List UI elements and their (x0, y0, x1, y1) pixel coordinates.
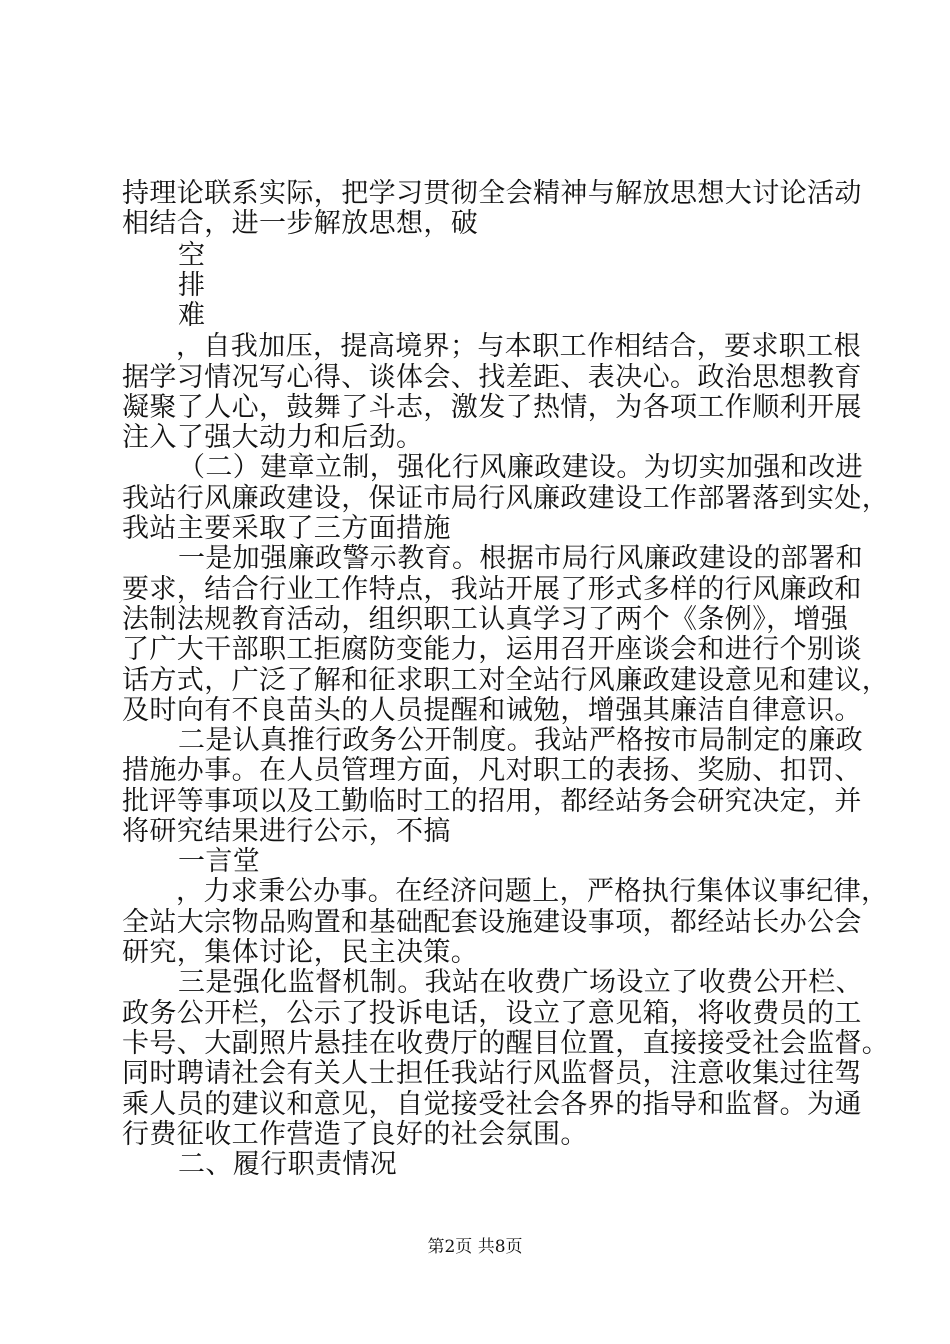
text-line: 要求，结合行业工作特点，我站开展了形式多样的行风廉政和 (122, 574, 862, 605)
page-number-footer: 第2页 共8页 (427, 1237, 523, 1257)
text-line: 一是加强廉政警示教育。根据市局行风廉政建设的部署和 (178, 543, 863, 574)
text-line: 措施办事。在人员管理方面，凡对职工的表扬、奖励、扣罚、 (122, 755, 862, 786)
text-line: 据学习情况写心得、谈体会、找差距、表决心。政治思想教育 (122, 362, 862, 393)
text-line: 行费征收工作营造了良好的社会氛围。 (122, 1119, 588, 1150)
text-line: 乘人员的建议和意见，自觉接受社会各界的指导和监督。为通 (122, 1089, 862, 1120)
text-line: 批评等事项以及工勤临时工的招用，都经站务会研究决定，并 (122, 786, 862, 817)
text-line: 二是认真推行政务公开制度。我站严格按市局制定的廉政 (178, 725, 863, 756)
text-line: 了广大干部职工拒腐防变能力，运用召开座谈会和进行个别谈 (122, 634, 862, 665)
text-line: 法制法规教育活动，组织职工认真学习了两个《条例》，增强 (122, 604, 849, 635)
text-line: 我站主要采取了三方面措施 (122, 513, 451, 544)
text-line: 相结合，进一步解放思想，破 (122, 208, 479, 239)
text-line: 话方式，广泛了解和征求职工对全站行风廉政建设意见和建议， (122, 665, 890, 696)
text-line: 我站行风廉政建设，保证市局行风廉政建设工作部署落到实处， (122, 483, 890, 514)
text-line: 研究，集体讨论，民主决策。 (122, 937, 479, 968)
section-heading: 二、履行职责情况 (178, 1149, 398, 1180)
text-line: 三是强化监督机制。我站在收费广场设立了收费公开栏、 (178, 967, 863, 998)
text-line: ，自我加压，提高境界；与本职工作相结合，要求职工根 (176, 331, 861, 362)
text-line: ，力求秉公办事。在经济问题上，严格执行集体议事纪律， (176, 876, 889, 907)
text-line: 空 (178, 240, 206, 271)
text-line: 政务公开栏，公示了投诉电话，设立了意见箱，将收费员的工 (122, 998, 862, 1029)
text-line: 及时向有不良苗头的人员提醒和诫勉，增强其廉洁自律意识。 (122, 695, 862, 726)
text-line: 持理论联系实际，把学习贯彻全会精神与解放思想大讨论活动 (122, 178, 862, 209)
text-line: 凝聚了人心，鼓舞了斗志，激发了热情，为各项工作顺利开展 (122, 392, 862, 423)
text-line: 注入了强大动力和后劲。 (122, 422, 424, 453)
text-line: 将研究结果进行公示，不搞 (122, 816, 451, 847)
text-line: 一言堂 (178, 846, 261, 877)
text-line: 难 (178, 300, 206, 331)
text-line: 同时聘请社会有关人士担任我站行风监督员，注意收集过往驾 (122, 1058, 862, 1089)
text-line: 卡号、大副照片悬挂在收费厅的醒目位置，直接接受社会监督。 (122, 1028, 890, 1059)
text-line: （二）建章立制，强化行风廉政建设。为切实加强和改进 (178, 452, 863, 483)
text-line: 全站大宗物品购置和基础配套设施建设事项，都经站长办公会 (122, 907, 862, 938)
text-line: 排 (178, 270, 206, 301)
